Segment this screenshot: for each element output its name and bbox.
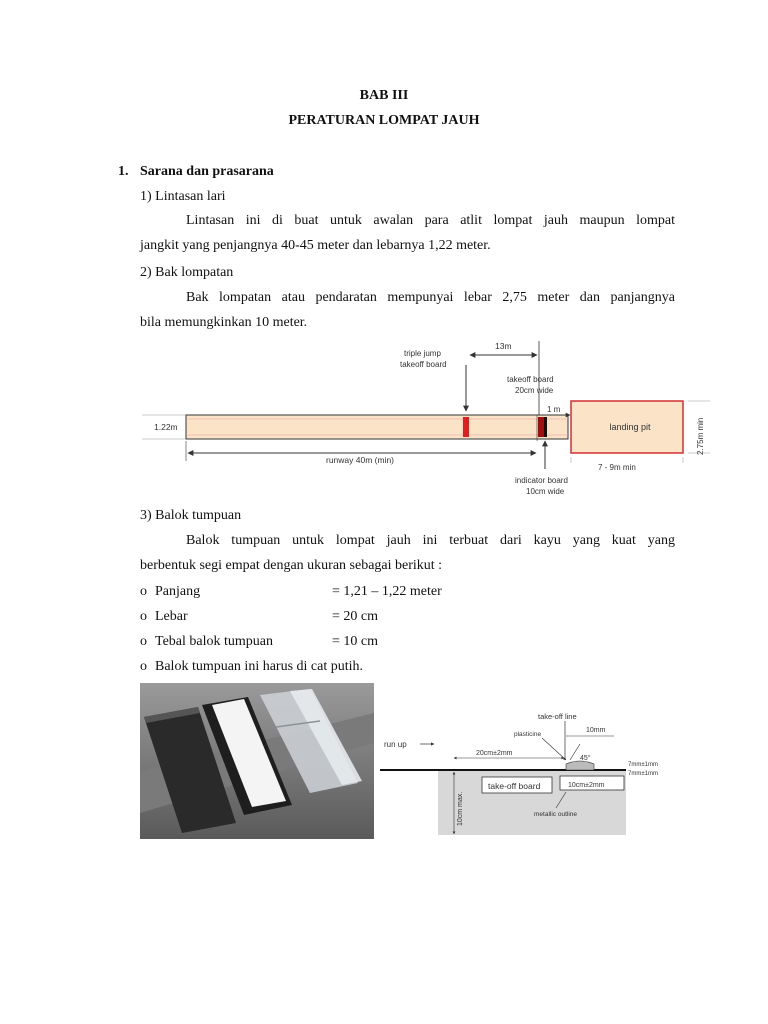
bullet-value: = 1,21 – 1,22 meter [332,584,442,599]
chapter-number: BAB III [359,88,409,103]
section-number: 1. [118,164,129,179]
bullet-value: = 10 cm [332,634,378,649]
landing-pit-label: landing pit [609,422,651,432]
runway-width-label: 1.22m [154,422,178,432]
bullet-marker: o [140,634,147,649]
takeoff-board-photo [140,683,374,839]
distance-1m-label: 1 m [547,405,561,414]
item-lintasan-para-line1: Lintasan ini di buat untuk awalan para atlit lompat jauh maupun lompat [186,213,675,228]
item-bak-para-line2: bila memungkinkan 10 meter. [140,315,308,330]
d7mm-a-label: 7mm±1mm [628,762,658,768]
board-width-label: 10cm±2mm [568,782,605,789]
distance-13m-label: 13m [495,341,512,351]
item-balok-label: 3) Balok tumpuan [140,508,242,523]
item-balok-para-line1: Balok tumpuan untuk lompat jauh ini terbuat dari kayu yang kuat yang [186,533,675,548]
bullet-value: = 20 cm [332,609,378,624]
triple-jump-board [463,417,469,437]
item-bak-para-line1: Bak lompatan atau pendaratan mempunyai lebar 2,75 meter dan panjangnya [186,290,675,305]
pit-width-label: 2.75m min [696,417,705,455]
d7mm-b-label: 7mm±1mm [628,771,658,777]
item-lintasan-label: 1) Lintasan lari [140,189,226,204]
takeoff-board-label-1: takeoff board [507,375,554,384]
plasticine-label: plasticine [514,731,542,738]
item-balok-para-line2: berbentuk segi empat dengan ukuran sebagai berikut : [140,558,443,573]
item-lintasan-para-line2: jangkit yang penjangnya 40-45 meter dan lebarnya 1,22 meter. [140,238,491,253]
indicator-board [544,417,547,437]
angle-label: 45° [580,755,591,762]
triple-jump-label-2: takeoff board [400,360,447,369]
board-label: take-off board [488,781,541,791]
bullet-label: Lebar [155,609,188,624]
takeoff-section-diagram [380,712,670,840]
runway-diagram [140,335,710,505]
bullet-marker: o [140,609,147,624]
bullet-marker: o [140,584,147,599]
triple-jump-label-1: triple jump [404,349,441,358]
outline-label: metallic outline [534,811,577,818]
takeoff-board-label-2: 20cm wide [515,386,554,395]
runway-length-label: runway 40m (min) [326,455,395,465]
pit-length-label: 7 - 9m min [598,463,636,472]
runway-strip [186,415,568,439]
section-title: Sarana dan prasarana [140,164,274,179]
indicator-board-label-1: indicator board [515,476,568,485]
bullet-label: Panjang [155,584,201,599]
run-up-label: run up [384,740,407,749]
takeoff-line-label: take-off line [538,712,577,721]
indicator-board-label-2: 10cm wide [526,487,565,496]
bullet-marker: o [140,659,147,674]
bullet-label: Tebal balok tumpuan [155,634,273,649]
chapter-title: PERATURAN LOMPAT JAUH [288,113,480,128]
d10cm-height-label: 10cm max. [457,791,464,826]
d20cm-label: 20cm±2mm [476,750,513,757]
takeoff-board [538,417,544,437]
d10mm-label: 10mm [586,727,606,734]
item-bak-label: 2) Bak lompatan [140,265,234,280]
bullet-label: Balok tumpuan ini harus di cat putih. [155,659,364,674]
